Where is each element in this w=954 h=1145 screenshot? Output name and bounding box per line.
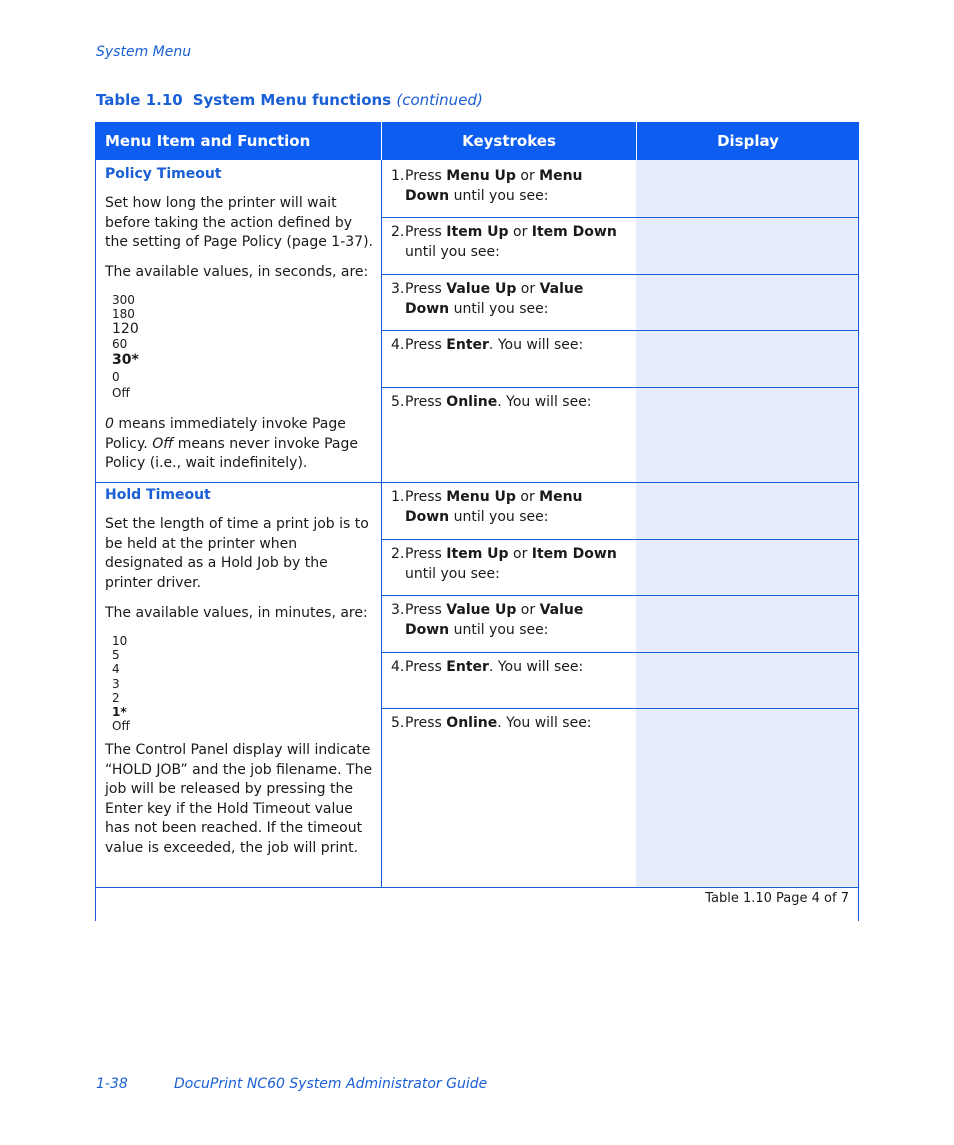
note-text: means never invoke Page Policy (i.e., wait indefinitely). xyxy=(105,435,358,471)
table-left-border xyxy=(95,160,96,921)
note-text: means immediately invoke Page Policy. xyxy=(105,416,346,452)
keystroke-step xyxy=(391,392,631,412)
step-number: 1. xyxy=(391,489,405,505)
step-number: 1. xyxy=(391,168,405,184)
step-divider xyxy=(381,652,859,653)
row-divider-policy-hold xyxy=(95,482,859,483)
step-number: 2. xyxy=(391,224,405,240)
key-name: Online xyxy=(446,715,498,731)
step-text: or xyxy=(508,224,532,240)
value-item: 60 xyxy=(112,337,128,352)
step-number: 4. xyxy=(391,659,405,675)
key-name: Item Down xyxy=(531,546,617,562)
key-name: Menu Up xyxy=(446,168,516,184)
key-name: Item Down xyxy=(531,224,617,240)
step-number: 3. xyxy=(391,602,405,618)
step-text: Press xyxy=(405,489,447,505)
step-text: . You will see: xyxy=(488,337,584,353)
step-text: Press xyxy=(405,168,447,184)
step-text: until you see: xyxy=(449,188,549,204)
key-name: Value Down xyxy=(405,602,584,638)
key-name: Item Up xyxy=(446,546,509,562)
step-text: or xyxy=(516,281,540,297)
step-divider xyxy=(381,708,859,709)
table-number: Table 1.10 xyxy=(96,91,183,109)
step-text: until you see: xyxy=(449,509,549,525)
key-name: Value Up xyxy=(446,602,517,618)
policy-timeout-values-intro: The available values, in seconds, are: xyxy=(105,264,369,280)
document-title: DocuPrint NC60 System Administrator Guide xyxy=(174,1076,488,1092)
value-item: 2 xyxy=(112,690,120,705)
key-name: Online xyxy=(446,394,498,410)
value-item: 10 xyxy=(112,634,128,648)
table-page-indicator: Table 1.10 Page 4 of 7 xyxy=(705,891,849,906)
column-divider-1 xyxy=(381,160,382,887)
step-text: or xyxy=(508,546,532,562)
hold-timeout-note: The Control Panel display will indicate “HOLD JOB” and the job filename. The job will be released by pressing the Enter key if the Hold Timeout value has not been reached. If the timeout value is exceeded, the job will print. xyxy=(105,742,373,856)
key-name: Enter xyxy=(446,337,489,353)
keystroke-step xyxy=(391,335,631,355)
step-text: or xyxy=(515,168,540,184)
step-text: Press xyxy=(405,281,447,297)
running-header: System Menu xyxy=(96,44,192,60)
column-header-display: Display xyxy=(636,122,859,160)
note-off: Off xyxy=(152,435,174,452)
value-item: Off xyxy=(112,719,130,734)
page-footer xyxy=(96,1076,488,1092)
table-bottom-divider xyxy=(95,887,859,888)
step-text: until you see: xyxy=(449,622,549,638)
key-name: Menu Down xyxy=(405,168,583,204)
key-name: Value Down xyxy=(405,281,584,317)
default-value-item: 1* xyxy=(112,705,127,720)
value-item: 5 xyxy=(112,648,120,663)
step-divider xyxy=(381,217,859,218)
step-text: . You will see: xyxy=(488,659,584,675)
step-text: . You will see: xyxy=(497,394,592,410)
policy-timeout-values xyxy=(112,293,139,400)
step-text: until you see: xyxy=(405,566,500,582)
keystroke-step xyxy=(391,279,631,319)
keystroke-step xyxy=(391,222,631,262)
step-divider xyxy=(381,387,859,388)
value-item: 300 xyxy=(112,293,135,307)
step-text: Press xyxy=(405,394,447,410)
keystroke-step xyxy=(391,600,631,640)
hold-timeout-values xyxy=(112,634,130,733)
column-header-menu-item: Menu Item and Function xyxy=(95,122,381,160)
step-text: Press xyxy=(405,659,447,675)
step-text: until you see: xyxy=(449,301,549,317)
key-name: Menu Down xyxy=(405,489,583,525)
step-number: 5. xyxy=(391,715,405,731)
step-text: Press xyxy=(405,337,447,353)
step-text: Press xyxy=(405,224,447,240)
key-name: Item Up xyxy=(446,224,509,240)
policy-timeout-note xyxy=(105,415,377,474)
keystroke-step xyxy=(391,657,631,677)
step-text: . You will see: xyxy=(497,715,592,731)
step-text: Press xyxy=(405,715,447,731)
step-number: 2. xyxy=(391,546,405,562)
value-item: 3 xyxy=(112,676,120,691)
table-continued: (continued) xyxy=(396,91,483,109)
table-name: System Menu functions xyxy=(192,91,392,109)
step-text: Press xyxy=(405,602,447,618)
step-text: Press xyxy=(405,546,447,562)
key-name: Value Up xyxy=(446,281,517,297)
step-divider xyxy=(381,539,859,540)
page-number: 1-38 xyxy=(96,1076,128,1092)
value-item: 180 xyxy=(112,307,135,322)
hold-timeout-title: Hold Timeout xyxy=(105,487,211,503)
step-number: 3. xyxy=(391,281,405,297)
value-item: 0 xyxy=(112,369,120,384)
column-header-keystrokes: Keystrokes xyxy=(381,122,636,160)
hold-timeout-description: Set the length of time a print job is to be held at the printer when designated as a Hold Job by the printer driver. xyxy=(105,516,369,591)
step-text: until you see: xyxy=(405,244,500,260)
display-cell-hold xyxy=(636,483,859,887)
key-name: Enter xyxy=(446,659,489,675)
hold-timeout-values-intro: The available values, in minutes, are: xyxy=(105,605,368,621)
keystroke-step xyxy=(391,487,631,527)
keystroke-step xyxy=(391,166,631,206)
value-item: 4 xyxy=(112,662,120,677)
step-divider xyxy=(381,274,859,275)
policy-timeout-description: Set how long the printer will wait before taking the action defined by the setting of Page Policy (page 1-37). xyxy=(105,195,373,250)
step-divider xyxy=(381,595,859,596)
step-number: 5. xyxy=(391,394,405,410)
value-item: 120 xyxy=(112,321,139,338)
default-value-item: 30* xyxy=(112,351,139,368)
display-cell-policy xyxy=(636,160,859,483)
system-menu-table xyxy=(95,122,859,921)
note-zero: 0 xyxy=(105,416,114,432)
keystroke-step xyxy=(391,713,631,733)
value-item: Off xyxy=(112,385,130,400)
step-divider xyxy=(381,330,859,331)
step-text: or xyxy=(516,602,540,618)
keystroke-step xyxy=(391,544,631,584)
table-title xyxy=(96,91,483,109)
step-text: or xyxy=(515,489,540,505)
step-number: 4. xyxy=(391,337,405,353)
policy-timeout-title: Policy Timeout xyxy=(105,166,222,182)
key-name: Menu Up xyxy=(446,489,516,505)
